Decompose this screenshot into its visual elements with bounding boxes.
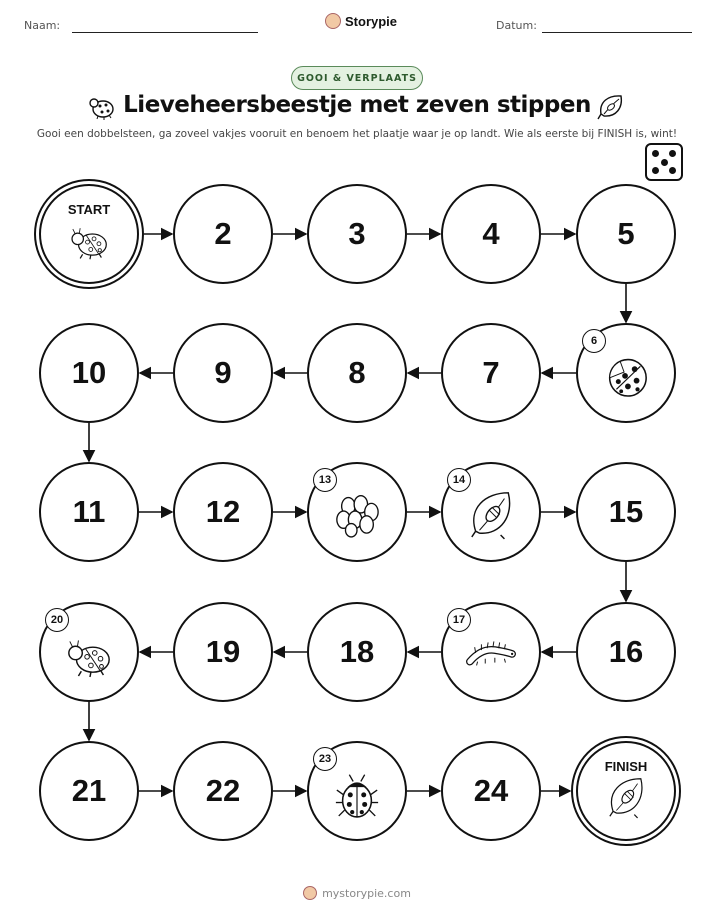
board-space-9: [173, 323, 273, 423]
board-space-21: [39, 741, 139, 841]
board-space-20: [39, 602, 139, 702]
footer-url: mystorypie.com: [322, 886, 411, 900]
space-number: 4: [482, 216, 500, 251]
board-space-19: [173, 602, 273, 702]
ladybug-icon: [41, 604, 137, 700]
footer: [0, 886, 714, 900]
board-space-23: [307, 741, 407, 841]
board-space-22: [173, 741, 273, 841]
board-space-10: [39, 323, 139, 423]
space-number: 10: [71, 355, 107, 390]
category-pill: GOOI & VERPLAATS: [291, 66, 423, 90]
board-space-25: [576, 741, 676, 841]
space-number: 19: [205, 634, 241, 669]
board-space-5: [576, 184, 676, 284]
ladybug-icon: [41, 186, 137, 282]
board-space-18: [307, 602, 407, 702]
space-number: 21: [71, 773, 107, 808]
brand-name: Storypie: [345, 13, 398, 29]
leaf-larva-icon: [578, 743, 674, 839]
larva-icon: [443, 604, 539, 700]
space-number: 8: [348, 355, 366, 390]
space-number: 15: [608, 494, 644, 529]
space-number-badge: 6: [582, 329, 606, 353]
board-space-16: [576, 602, 676, 702]
start-label: START: [67, 202, 111, 217]
space-number: 18: [339, 634, 375, 669]
space-number-badge: 20: [45, 608, 69, 632]
board-space-11: [39, 462, 139, 562]
name-label: Naam:: [24, 19, 61, 32]
space-number: 5: [617, 216, 635, 251]
date-label: Datum:: [496, 19, 537, 32]
board-space-8: [307, 323, 407, 423]
board-space-1: [39, 184, 139, 284]
space-number-badge: 13: [313, 468, 337, 492]
space-number-badge: 14: [447, 468, 471, 492]
space-number: 11: [72, 494, 106, 529]
space-number: 7: [482, 355, 500, 390]
board-space-24: [441, 741, 541, 841]
beetle-icon: [309, 743, 405, 839]
board-space-14: [441, 462, 541, 562]
space-number: 2: [214, 216, 232, 251]
space-number-badge: 23: [313, 747, 337, 771]
page-title: Lieveheersbeestje met zeven stippen: [123, 92, 591, 118]
space-number: 24: [473, 773, 509, 808]
space-number: 3: [348, 216, 366, 251]
space-number: 12: [205, 494, 241, 529]
board-space-13: [307, 462, 407, 562]
storypie-logo-icon: [303, 886, 317, 900]
space-number: 22: [205, 773, 241, 808]
board-space-6: [576, 323, 676, 423]
ladybug-shell-icon: [578, 325, 674, 421]
board-space-2: [173, 184, 273, 284]
board-space-17: [441, 602, 541, 702]
board-space-15: [576, 462, 676, 562]
space-number: 16: [608, 634, 644, 669]
space-number-badge: 17: [447, 608, 471, 632]
board-space-3: [307, 184, 407, 284]
instructions: Gooi een dobbelsteen, ga zoveel vakjes vooruit en benoem het plaatje waar je op landt. Wie als eerste bij FINISH is, wint!: [36, 128, 678, 140]
board-space-12: [173, 462, 273, 562]
eggs-icon: [309, 464, 405, 560]
board-space-4: [441, 184, 541, 284]
space-number: 9: [214, 355, 232, 390]
board-space-7: [441, 323, 541, 423]
leaf-larva-icon: [443, 464, 539, 560]
finish-label: FINISH: [604, 759, 648, 774]
